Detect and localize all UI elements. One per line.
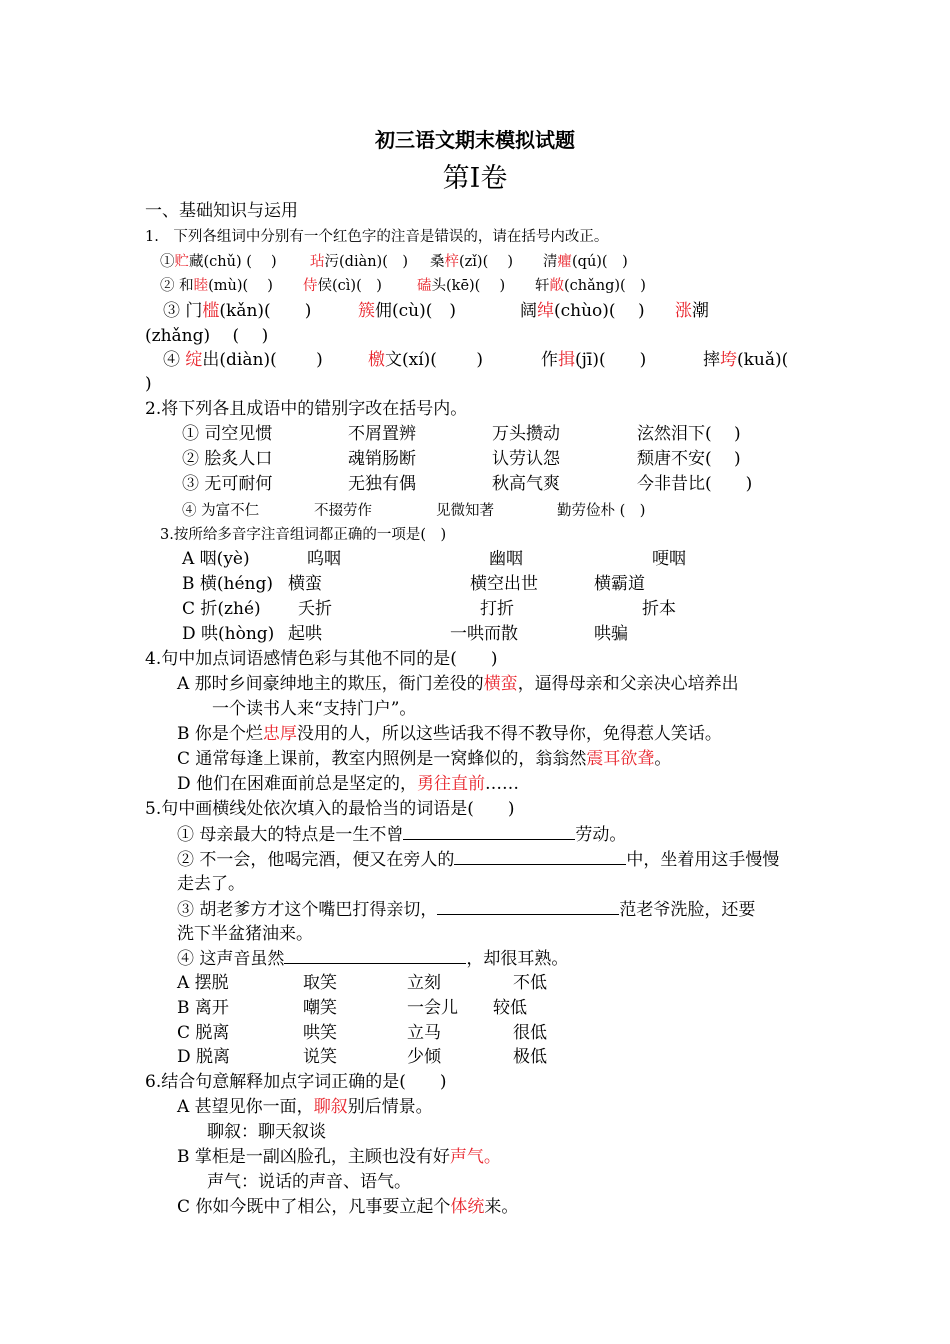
q3-stem: 3.按所给多音字注音组词都正确的一项是( ) [160,527,447,543]
q5-sentence-4: ④ 这声音虽然 ，却很耳熟。 [177,949,569,969]
q4-stem: 4.句中加点词语感情色彩与其他不同的是( ) [145,649,498,669]
section-heading: 一、基础知识与运用 [145,201,298,221]
q5-stem: 5.句中画横线处依次填入的最恰当的词语是( ) [145,799,515,819]
q1-row-3-cont: (zhǎng) ( ) [145,326,269,346]
page-subtitle: 第Ⅰ卷 [442,163,508,194]
q5-blank-3[interactable] [437,898,619,915]
q1-r1-i1: ①贮藏(chǔ) ( ) [160,254,277,270]
q1-r1-i3: 桑梓(zǐ)( ) [430,254,514,270]
q1-r2-i2: 侍侯(cì)( ) [303,278,382,294]
q5-sentence-3-cont: 洗下半盆猪油来。 [177,924,313,944]
q1-r2-i4: 轩敞(chǎng)( ) [535,278,646,294]
q1-r2-i1: ② 和睦(mù)( ) [160,278,273,294]
q6-stem: 6.结合句意解释加点字词正确的是( ) [145,1072,447,1092]
q1-r3-i3: 阔绰(chùo)( ) [520,301,645,321]
q4-option-a: A 那时乡间豪绅地主的欺压，衙门差役的横蛮，逼得母亲和父亲决心培养出 [177,674,739,694]
q1-r4-i3: 作揖(jī)( ) [541,350,647,370]
q5-blank-2[interactable] [454,848,626,865]
q6-option-c: C 你如今既中了相公，凡事要立起个体统来。 [177,1197,519,1217]
q1-r2-i3: 磕头(kē)( ) [417,278,506,294]
q1-r4-i1: ④ 绽出(diàn)( ) [163,350,323,370]
q4-option-b: B 你是个烂忠厚没用的人，所以这些话我不得不教导你，免得惹人笑话。 [177,724,722,744]
q5-blank-1[interactable] [403,823,575,840]
q6-option-b: B 掌柜是一副凶脸孔，主顾也没有好声气。 [177,1147,501,1167]
q1-r1-i4: 清癯(qú)( ) [543,254,628,270]
q1-stem: 1. 下列各组词中分别有一个红色字的注音是错误的，请在括号内改正。 [145,229,609,245]
q1-r3-i4: 涨潮 [675,301,709,321]
q6-option-a: A 甚望见你一面，聊叙别后情景。 [177,1097,433,1117]
q1-r4-i4: 摔垮(kuǎ)( [703,350,789,370]
q5-sentence-3: ③ 胡老爹方才这个嘴巴打得亲切， 范老爷洗脸，还要 [177,900,756,920]
q2-stem: 2.将下列各且成语中的错别字改在括号内。 [145,399,468,419]
q4-option-a-cont: 一个读书人来“支持门户”。 [212,699,417,719]
q5-sentence-1: ① 母亲最大的特点是一生不曾 劳动。 [177,825,627,845]
q1-r3-i1: ③ 门槛(kǎn)( ) [163,301,312,321]
q1-r4-i2: 檄文(xí)( ) [368,350,483,370]
q5-blank-4[interactable] [284,947,466,964]
q1-r1-i2: 玷污(diàn)( ) [310,254,409,270]
q4-option-d: D 他们在困难面前总是坚定的，勇往直前…… [177,774,520,794]
q1-row-4-cont: ) [145,374,152,394]
q6-option-b-def: 声气：说话的声音、语气。 [207,1172,411,1192]
q6-option-a-def: 聊叙：聊天叙谈 [207,1122,326,1142]
page-title: 初三语文期末模拟试题 [375,128,575,152]
q1-r3-i2: 簇佣(cù)( ) [358,301,456,321]
q5-sentence-2: ② 不一会，他喝完酒，便又在旁人的 中，坐着用这手慢慢 [177,850,780,870]
q5-sentence-2-cont: 走去了。 [177,874,245,894]
q4-option-c: C 通常每逢上课前，教室内照例是一窝蜂似的，翁翁然震耳欲聋。 [177,749,672,769]
